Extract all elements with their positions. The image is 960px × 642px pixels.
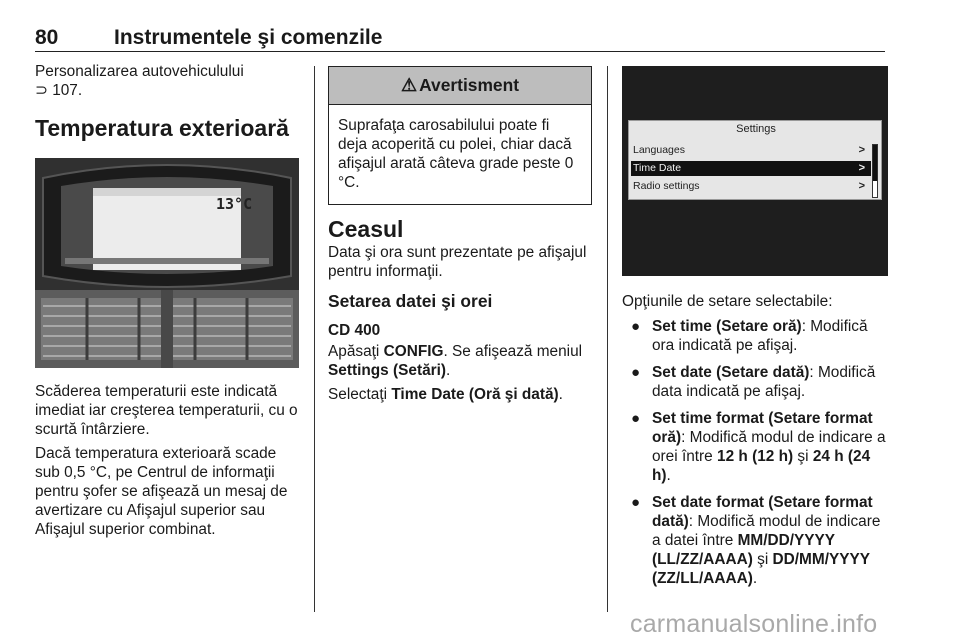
subsection-heading: Setarea datei şi orei [328, 291, 493, 311]
intro-ref: ⊃ 107. [35, 82, 83, 99]
instruction-step: Selectaţi Time Date (Oră şi dată). [328, 386, 563, 403]
chevron-right-icon: > [858, 144, 865, 156]
warning-box [328, 66, 592, 205]
column-1 [35, 62, 299, 539]
screen-item-time-date: Time Date > [631, 161, 871, 176]
key-config: CONFIG [383, 343, 444, 360]
watermark: carmanualsonline.info [630, 610, 878, 638]
intro-line: Personalizarea autovehiculului [35, 63, 244, 80]
warning-triangle-icon: ⚠ [400, 75, 418, 95]
settings-screen [628, 120, 882, 200]
page-number: 80 [35, 26, 59, 49]
menu-settings: Settings (Setări) [328, 362, 447, 379]
page-header [35, 26, 885, 52]
dashboard-photo-art [35, 158, 299, 368]
column-divider [314, 66, 315, 612]
bullet-dot-icon: ● [631, 410, 641, 427]
list-item: ● Set date (Setare dată): Modifică data indicată pe afişaj. [631, 364, 876, 400]
dashboard-photo [35, 158, 299, 368]
screen-scroll-thumb [873, 145, 877, 181]
screen-scrollbar [872, 144, 878, 198]
screen-item-radio-settings: Radio settings > [633, 180, 865, 192]
warning-header [329, 67, 591, 105]
section-heading-clock: Ceasul [328, 216, 404, 242]
model-heading: CD 400 [328, 322, 381, 339]
arrow-ref-icon: ⊃ [35, 82, 48, 99]
list-item: ● Set time format (Setare format oră): Modifică modul de indicare a orei între 12 h (12 h) şi 24 h (24 h). [631, 410, 886, 484]
paragraph: Scăderea temperaturii este indicată imediat iar creşterea temperaturii, cu o scurtă întârziere. [35, 383, 298, 438]
warning-text: Suprafaţa carosabilului poate fi deja acoperită cu polei, chiar dacă afişajul arată câteva grade peste 0 °C. [338, 117, 574, 191]
chevron-right-icon: > [858, 180, 865, 192]
list-item: ● Set time (Setare oră): Modifică ora indicată pe afişaj. [631, 318, 868, 354]
list-item: ● Set date format (Setare format dată): Modifică modul de indicare a datei între MM/DD/YYYY (LL/ZZ/AAAA) şi DD/MM/YYYY (ZZ/LL/AAAA). [631, 494, 881, 587]
menu-time-date: Time Date (Oră şi dată) [391, 386, 559, 403]
instruction-step: Apăsaţi CONFIG. Se afişează meniul Settings (Setări). [328, 343, 583, 379]
screen-item-languages: Languages > [633, 144, 865, 156]
bullet-dot-icon: ● [631, 318, 641, 335]
options-list [622, 317, 888, 588]
running-title: Instrumentele şi comenzile [114, 26, 383, 49]
column-divider [607, 66, 608, 612]
bullet-dot-icon: ● [631, 364, 641, 381]
options-intro: Opţiunile de setare selectabile: [622, 293, 833, 310]
display-temperature: 13°C [216, 195, 253, 213]
section-heading-temperature: Temperatura exterioară [35, 115, 289, 141]
chevron-right-icon: > [858, 162, 865, 174]
screen-title: Settings [736, 123, 776, 135]
paragraph: Dacă temperatura exterioară scade sub 0,5 °C, pe Centrul de informaţii pentru şofer se afişează un mesaj de avertizare cu Afişajul superior sau Afişajul superior combinat. [35, 445, 288, 538]
bullet-dot-icon: ● [631, 494, 641, 511]
warning-title: Avertisment [419, 75, 519, 95]
column-3 [622, 66, 888, 596]
column-2 [328, 66, 592, 404]
settings-screen-photo [622, 66, 888, 276]
paragraph: Data şi ora sunt prezentate pe afişajul pentru informaţii. [328, 244, 587, 280]
